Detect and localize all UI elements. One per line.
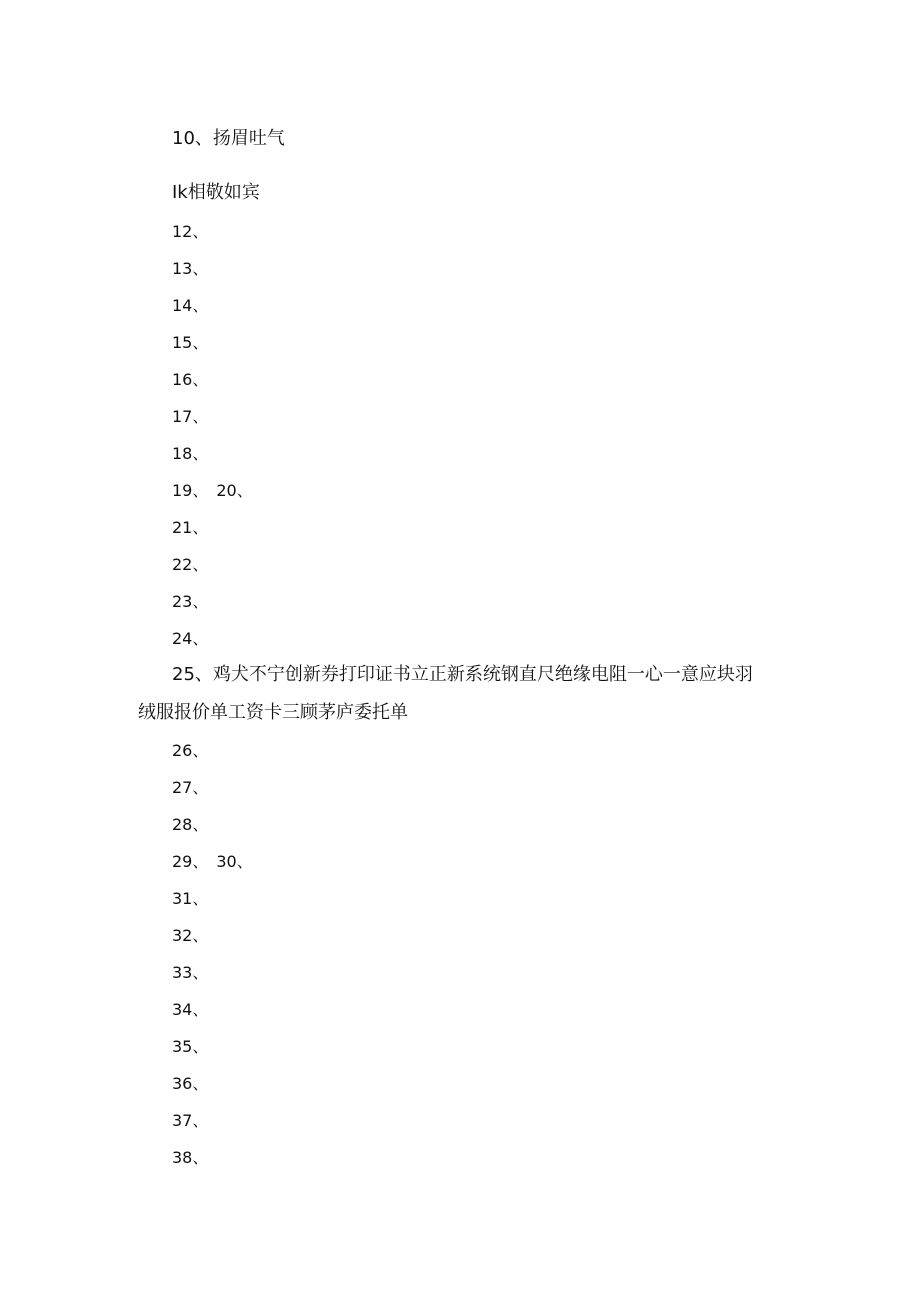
entry-21: 21、 (172, 518, 209, 537)
entry-38: 38、 (172, 1148, 209, 1167)
entry-27: 27、 (172, 778, 209, 797)
entry-34: 34、 (172, 1000, 209, 1019)
entry-25-continued: 绒服报价单工资卡三顾茅庐委托单 (138, 702, 408, 723)
entry-26: 26、 (172, 741, 209, 760)
entry-16: 16、 (172, 370, 209, 389)
entry-17: 17、 (172, 407, 209, 426)
entry-13: 13、 (172, 259, 209, 278)
entry-22: 22、 (172, 555, 209, 574)
entry-33: 33、 (172, 963, 209, 982)
entry-29-30: 29、 30、 (172, 852, 253, 871)
entry-31: 31、 (172, 889, 209, 908)
entry-36: 36、 (172, 1074, 209, 1093)
entry-19-20: 19、 20、 (172, 481, 253, 500)
entry-23: 23、 (172, 592, 209, 611)
entry-11: Ik相敬如宾 (172, 182, 260, 203)
entry-15: 15、 (172, 333, 209, 352)
entry-25: 25、鸡犬不宁创新券打印证书立正新系统钢直尺绝缘电阻一心一意应块羽 (172, 664, 753, 685)
entry-37: 37、 (172, 1111, 209, 1130)
entry-32: 32、 (172, 926, 209, 945)
entry-18: 18、 (172, 444, 209, 463)
entry-28: 28、 (172, 815, 209, 834)
entry-14: 14、 (172, 296, 209, 315)
entry-12: 12、 (172, 222, 209, 241)
entry-10: 10、扬眉吐气 (172, 128, 285, 149)
entry-35: 35、 (172, 1037, 209, 1056)
entry-24: 24、 (172, 629, 209, 648)
